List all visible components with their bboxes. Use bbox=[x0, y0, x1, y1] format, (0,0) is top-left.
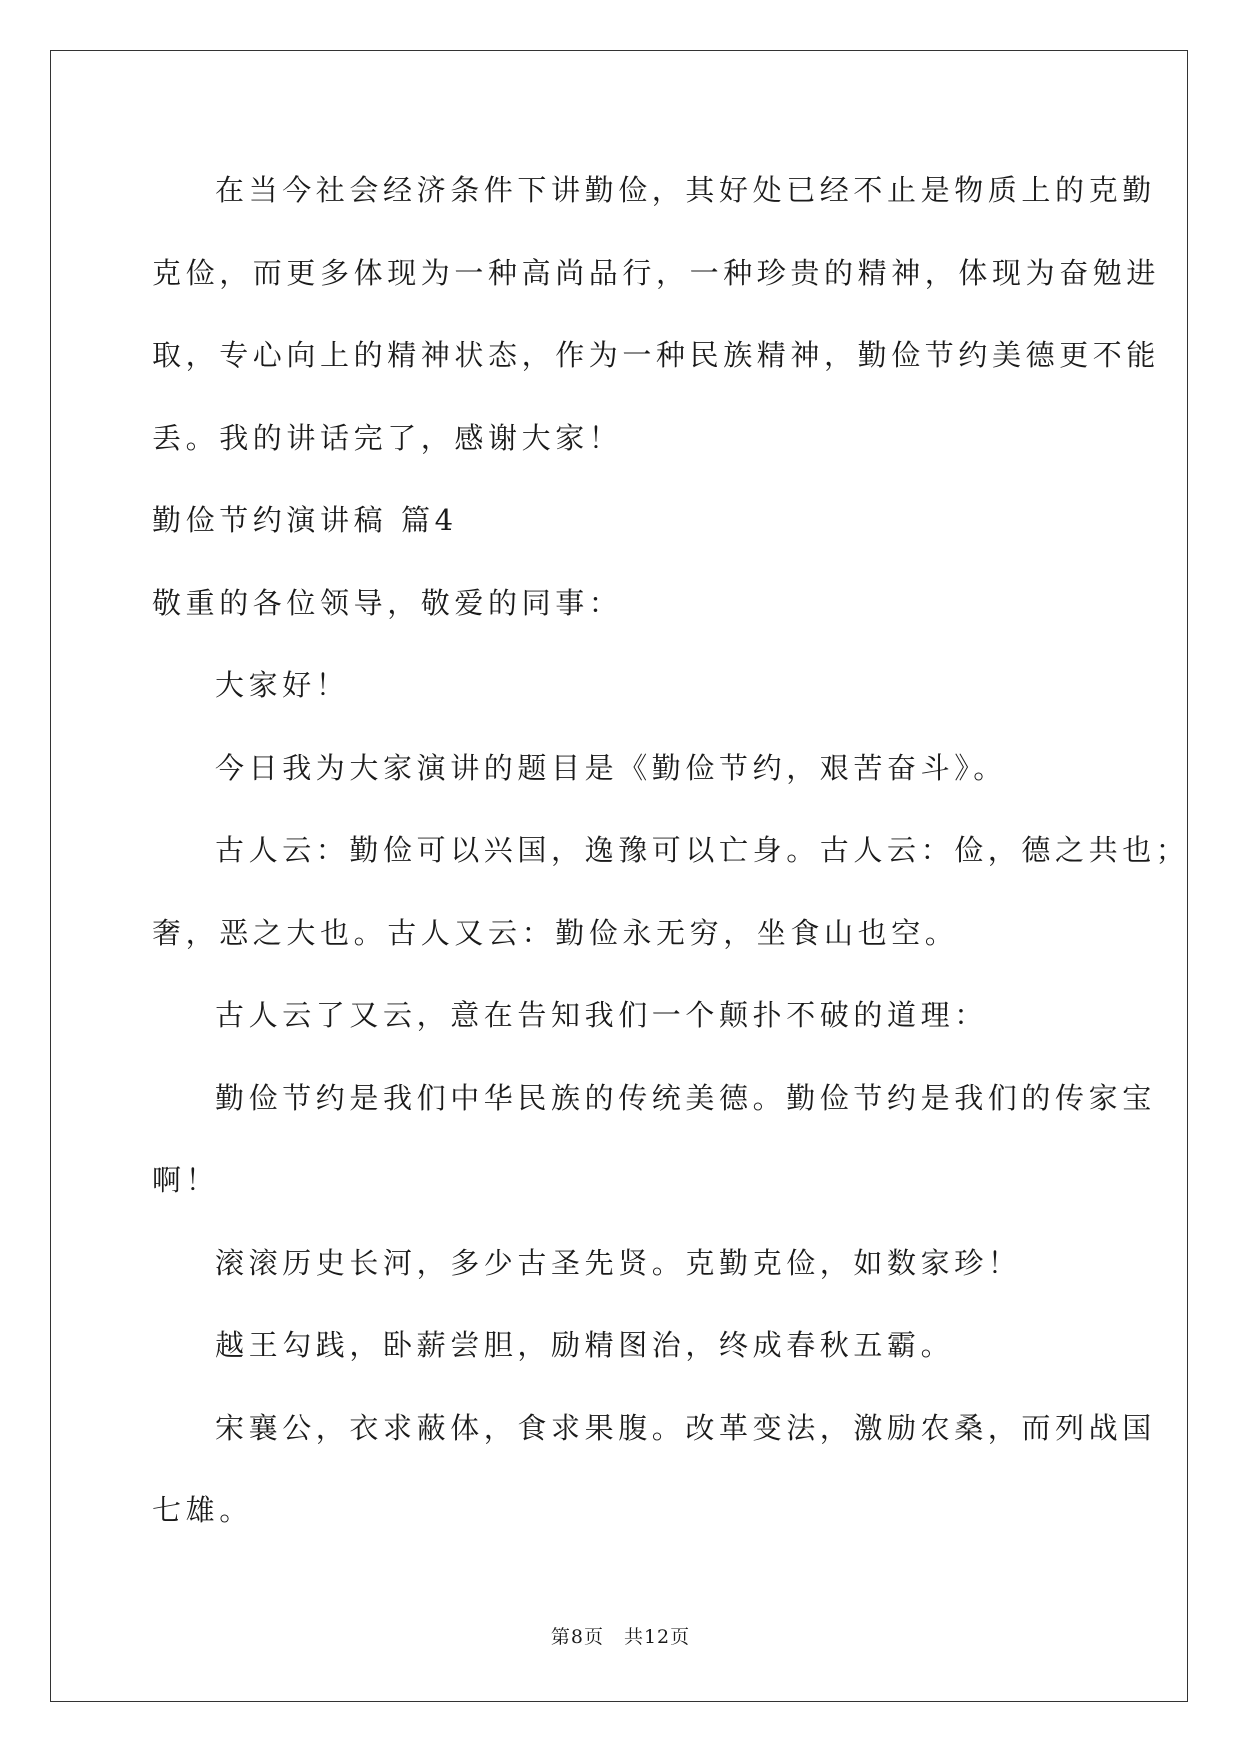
paragraph-line: 丢。我的讲话完了，感谢大家！ bbox=[152, 421, 623, 455]
paragraph-line: 勤俭节约是我们中华民族的传统美德。勤俭节约是我们的传家宝 bbox=[215, 1081, 1156, 1115]
paragraph-line: 在当今社会经济条件下讲勤俭，其好处已经不止是物质上的克勤 bbox=[215, 173, 1156, 207]
paragraph-line: 七雄。 bbox=[152, 1493, 253, 1527]
paragraph-line: 滚滚历史长河，多少古圣先贤。克勤克俭，如数家珍！ bbox=[215, 1246, 1022, 1280]
section-heading: 勤俭节约演讲稿 篇4 bbox=[152, 503, 458, 537]
page-border bbox=[50, 50, 1188, 1702]
paragraph-line: 克俭，而更多体现为一种高尚品行，一种珍贵的精神，体现为奋勉进 bbox=[152, 256, 1161, 290]
paragraph-line: 宋襄公，衣求蔽体，食求果腹。改革变法，激励农桑，而列战国 bbox=[215, 1411, 1156, 1445]
paragraph-line: 取，专心向上的精神状态，作为一种民族精神，勤俭节约美德更不能 bbox=[152, 338, 1161, 372]
paragraph-line: 大家好！ bbox=[215, 668, 350, 702]
paragraph-line: 奢，恶之大也。古人又云：勤俭永无穷，坐食山也空。 bbox=[152, 916, 959, 950]
paragraph-line: 古人云了又云，意在告知我们一个颠扑不破的道理： bbox=[215, 998, 988, 1032]
page-number-footer: 第8页 共12页 bbox=[550, 1626, 691, 1648]
paragraph-line: 古人云：勤俭可以兴国，逸豫可以亡身。古人云：俭，德之共也； bbox=[215, 833, 1190, 867]
paragraph-line: 今日我为大家演讲的题目是《勤俭节约，艰苦奋斗》。 bbox=[215, 751, 1007, 785]
salutation: 敬重的各位领导，敬爱的同事： bbox=[152, 586, 623, 620]
paragraph-line: 越王勾践，卧薪尝胆，励精图治，终成春秋五霸。 bbox=[215, 1328, 955, 1362]
paragraph-line: 啊！ bbox=[152, 1163, 220, 1197]
